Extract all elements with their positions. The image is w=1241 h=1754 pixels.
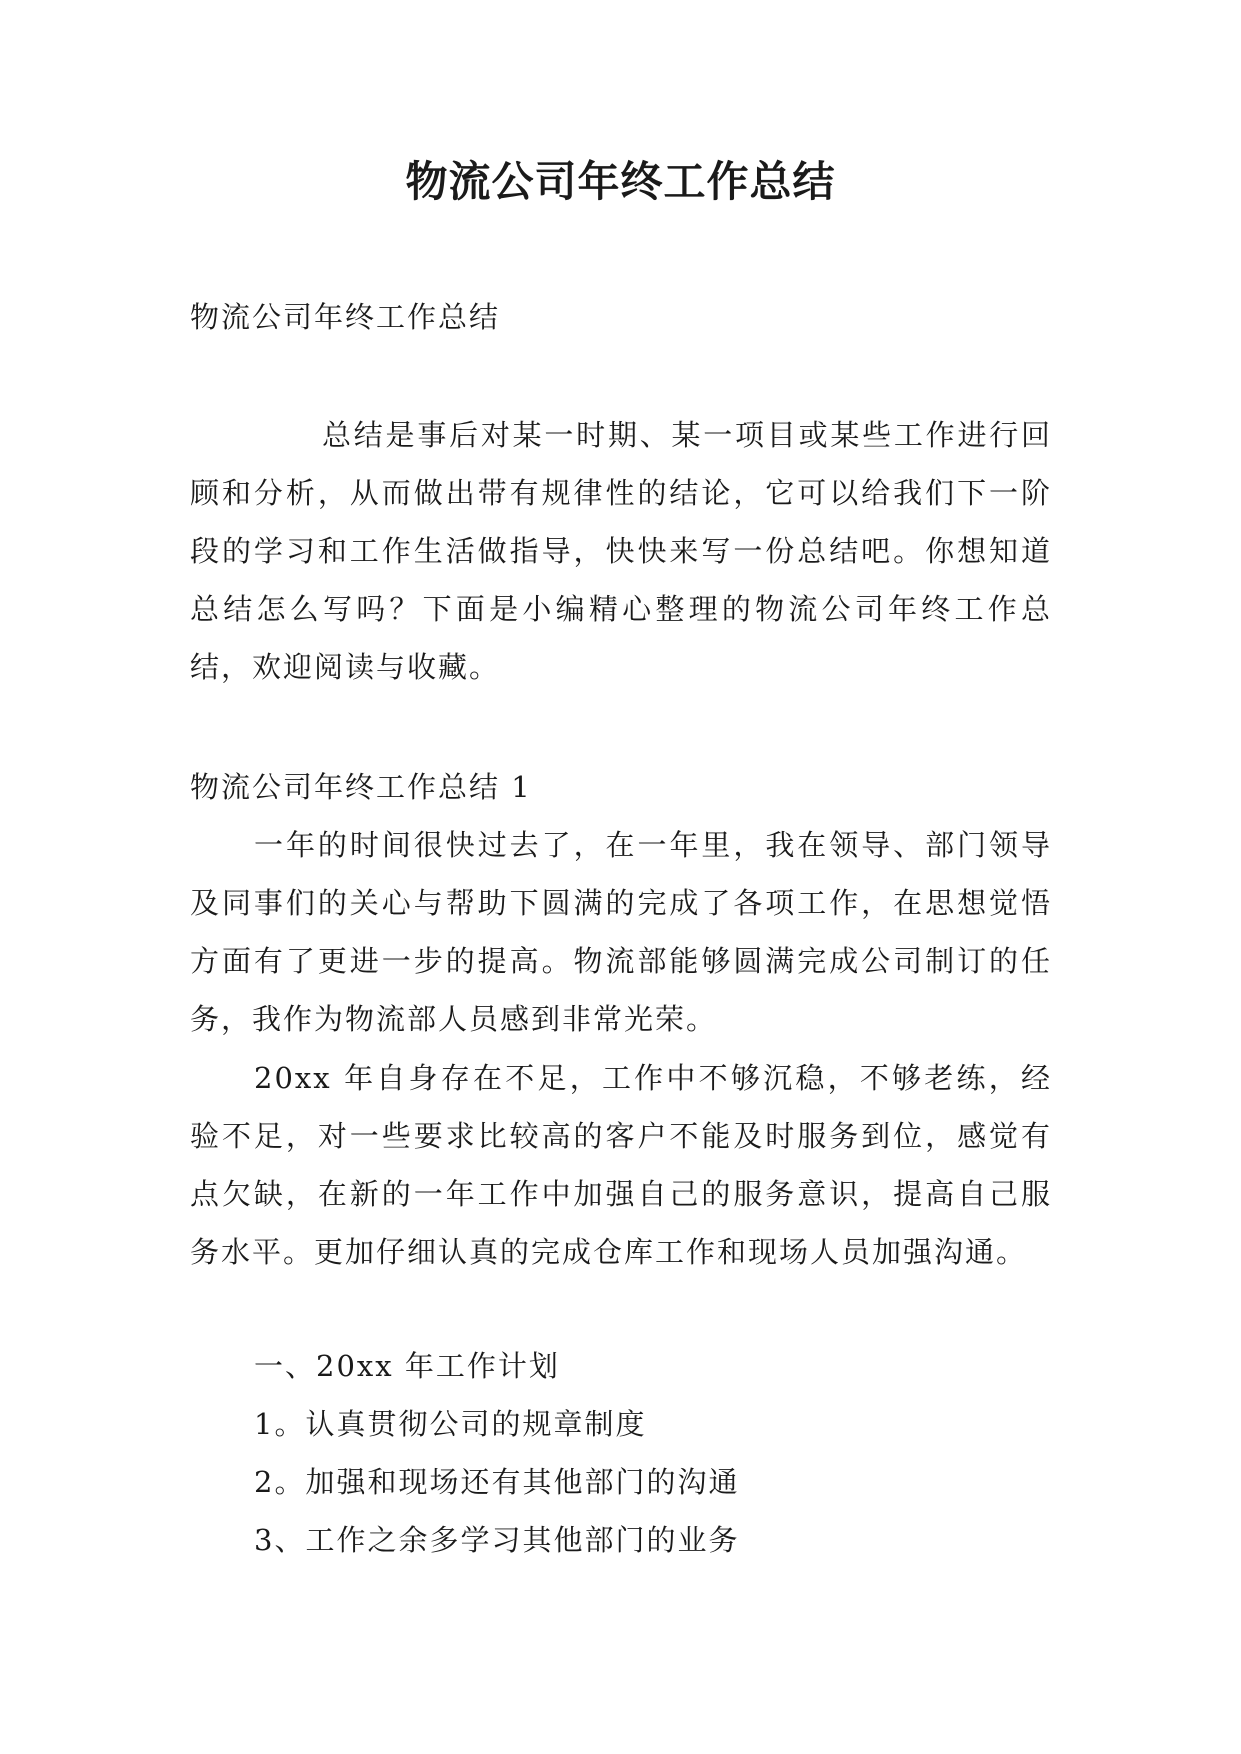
- work-plan-item-1: 1。认真贯彻公司的规章制度: [254, 1407, 647, 1441]
- work-plan-item-2: 2。加强和现场还有其他部门的沟通: [254, 1465, 740, 1499]
- section-heading: 物流公司年终工作总结 1: [190, 770, 532, 804]
- work-plan-list: [254, 1337, 1052, 1569]
- body-paragraph-1: 一年的时间很快过去了，在一年里，我在领导、部门领导及同事们的关心与帮助下圆满的完成了各项工作，在思想觉悟方面有了更进一步的提高。物流部能够圆满完成公司制订的任务，我作为物流部人员感到非常光荣。: [190, 828, 1052, 1036]
- work-plan-item-3: 3、工作之余多学习其他部门的业务: [254, 1523, 740, 1557]
- work-plan-heading: 一、20xx 年工作计划: [254, 1349, 560, 1383]
- intro-paragraph: 总结是事后对某一时期、某一项目或某些工作进行回顾和分析，从而做出带有规律性的结论，它可以给我们下一阶段的学习和工作生活做指导，快快来写一份总结吧。你想知道总结怎么写吗？下面是小编精心整理的物流公司年终工作总结，欢迎阅读与收藏。: [190, 418, 1052, 684]
- document-subtitle: 物流公司年终工作总结: [190, 300, 501, 334]
- body-paragraph-2: 20xx 年自身存在不足，工作中不够沉稳，不够老练，经验不足，对一些要求比较高的客户不能及时服务到位，感觉有点欠缺，在新的一年工作中加强自己的服务意识，提高自己服务水平。更加仔细认真的完成仓库工作和现场人员加强沟通。: [190, 1061, 1052, 1269]
- document-title: 物流公司年终工作总结: [405, 157, 836, 206]
